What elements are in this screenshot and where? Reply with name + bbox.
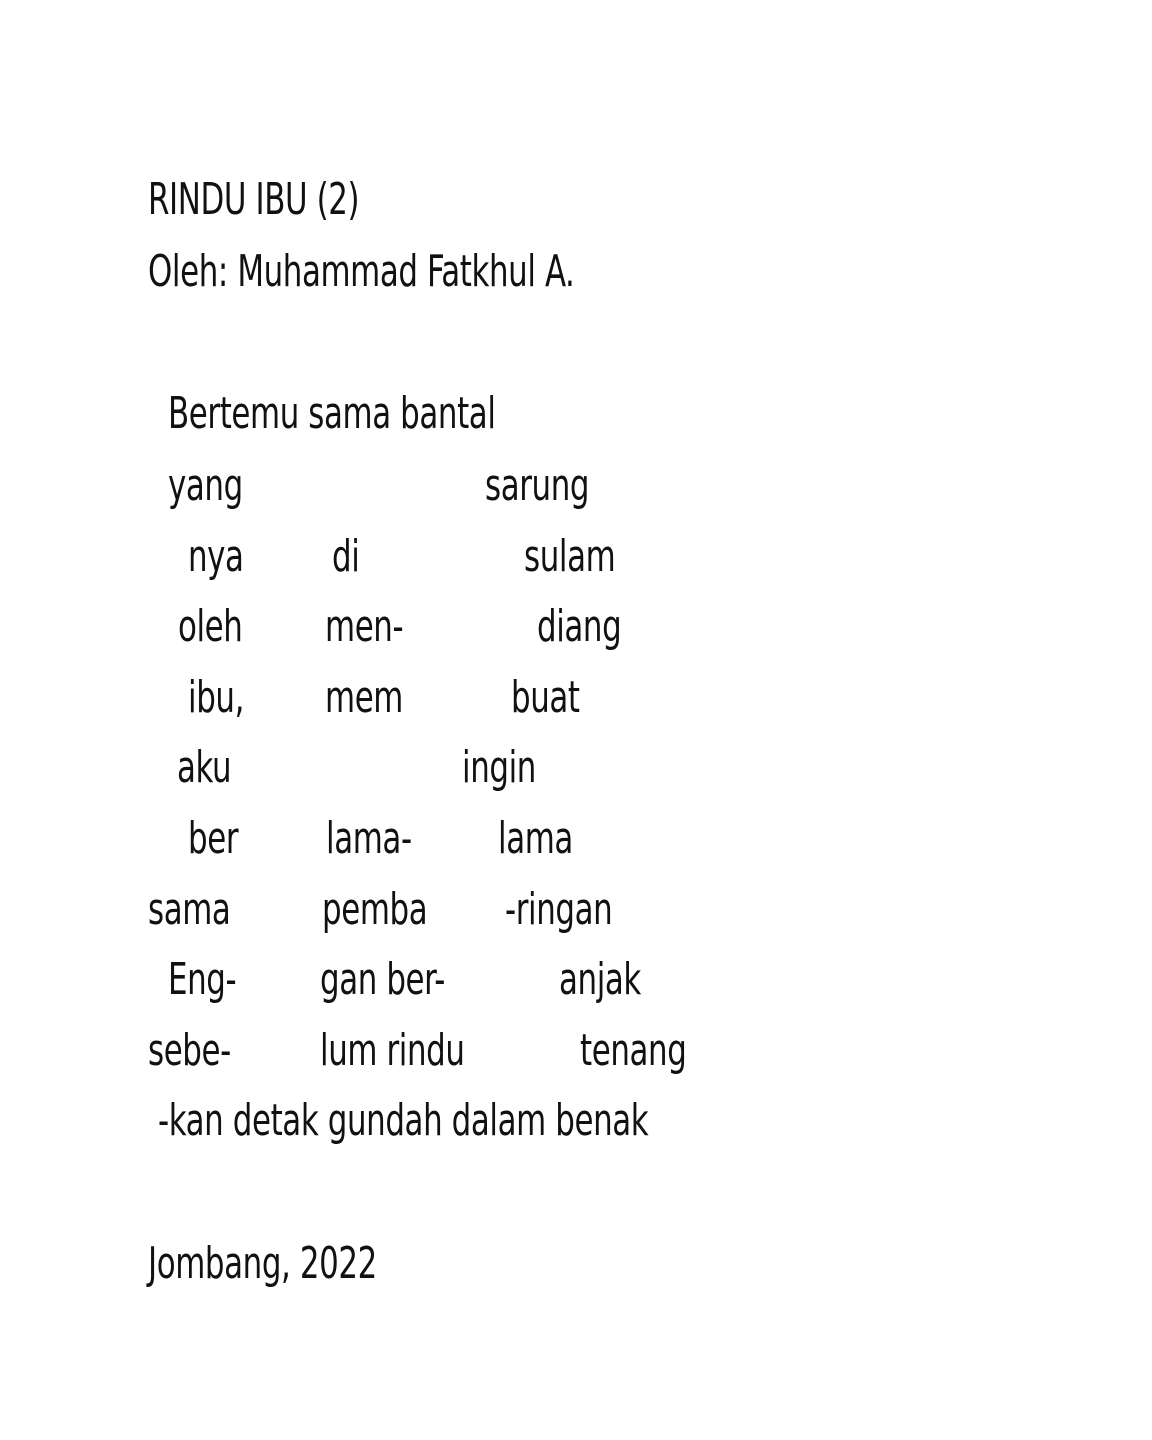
poem-word: oleh (178, 601, 243, 652)
poem-word: sebe- (148, 1025, 231, 1076)
poem-word: aku (177, 742, 232, 793)
poem-footer: Jombang, 2022 (148, 1238, 377, 1289)
poem-word: -ringan (505, 884, 613, 935)
poem-title: RINDU IBU (2) (148, 174, 360, 225)
poem-word: nya (188, 531, 244, 582)
poem-word: -kan detak gundah dalam benak (158, 1095, 649, 1146)
poem-word: lama- (326, 813, 412, 864)
poem-word: gan ber- (320, 954, 446, 1005)
poem-word: sarung (485, 460, 590, 511)
poem-word: Bertemu sama bantal (168, 388, 496, 439)
poem-word: pemba (322, 884, 428, 935)
poem-word: tenang (580, 1025, 687, 1076)
poem-author: Oleh: Muhammad Fatkhul A. (148, 246, 575, 297)
poem-word: lum rindu (320, 1025, 465, 1076)
poem-word: buat (511, 672, 580, 723)
poem-word: ibu, (188, 672, 245, 723)
poem-word: ingin (462, 742, 536, 793)
poem-word: diang (537, 601, 622, 652)
poem-word: yang (168, 460, 243, 511)
poem-word: Eng- (168, 954, 237, 1005)
poem-word: ber (188, 813, 239, 864)
poem-word: di (332, 531, 360, 582)
poem-word: lama (498, 813, 573, 864)
poem-word: men- (325, 601, 404, 652)
poem-word: sulam (524, 531, 616, 582)
poem-word: mem (325, 672, 403, 723)
poem-word: sama (148, 884, 231, 935)
poem-word: anjak (559, 954, 641, 1005)
